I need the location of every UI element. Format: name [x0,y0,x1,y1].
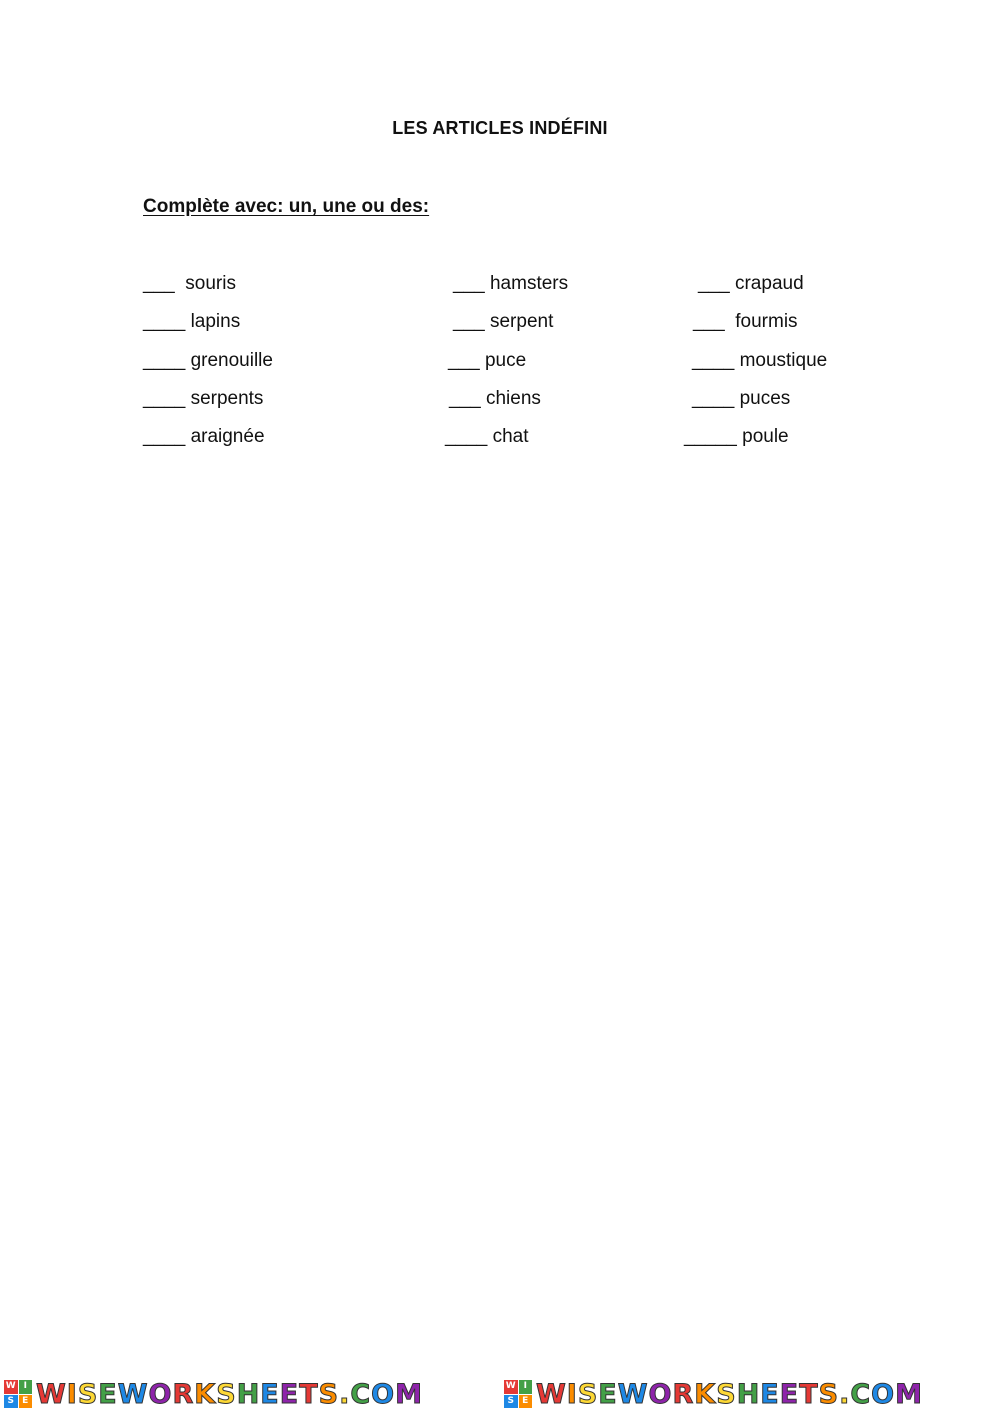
noun-word: serpents [190,388,264,409]
noun-word: araignée [190,426,265,447]
answer-blank[interactable]: ___ [698,273,730,294]
exercise-item [445,426,528,448]
brand-text: WISEWORKSHEETS.COM [36,1378,423,1410]
noun-word: serpent [489,311,554,332]
brand-text: WISEWORKSHEETS.COM [536,1378,923,1410]
logo-square-icon: W I S E [504,1380,532,1408]
exercise-item [692,350,827,372]
exercise-item [143,273,236,295]
footer-watermark [0,1378,1000,1410]
exercise-item [143,426,265,448]
exercise-item [453,273,568,295]
noun-word: puces [739,388,791,409]
noun-word: fourmis [735,311,798,332]
exercise-item [693,311,798,333]
exercise-item [453,311,553,333]
exercise-item [143,311,240,333]
answer-blank[interactable]: ___ [448,350,480,371]
noun-word: chat [492,426,529,447]
noun-word: lapins [190,311,241,332]
exercise-item [692,388,790,410]
brand-logo [0,1378,500,1410]
answer-blank[interactable]: _____ [684,426,737,447]
answer-blank[interactable]: ____ [143,388,186,409]
answer-blank[interactable]: ____ [143,350,186,371]
answer-blank[interactable]: ____ [143,426,186,447]
noun-word: chiens [485,388,541,409]
noun-word: hamsters [489,273,569,294]
noun-word: moustique [739,350,828,371]
exercise-item [448,350,526,372]
exercise-item [684,426,789,448]
spacer [725,311,736,332]
answer-blank[interactable]: ___ [453,273,485,294]
logo-square-icon: W I S E [4,1380,32,1408]
spacer [175,273,186,294]
answer-blank[interactable]: ___ [453,311,485,332]
exercise-item [449,388,541,410]
answer-blank[interactable]: ___ [143,273,175,294]
noun-word: puce [484,350,527,371]
page-title: LES ARTICLES INDÉFINI [392,118,608,138]
brand-logo [500,1378,1000,1410]
instruction: Complète avec: un, une ou des: [143,196,430,217]
exercise-item [698,273,804,295]
answer-blank[interactable]: ____ [143,311,186,332]
noun-word: poule [742,426,789,447]
answer-blank[interactable]: ____ [692,350,735,371]
exercise-item [143,350,273,372]
noun-word: souris [185,273,236,294]
answer-blank[interactable]: ___ [693,311,725,332]
noun-word: grenouille [190,350,273,371]
answer-blank[interactable]: ____ [692,388,735,409]
noun-word: crapaud [734,273,804,294]
exercise-item [143,388,263,410]
answer-blank[interactable]: ____ [445,426,488,447]
answer-blank[interactable]: ___ [449,388,481,409]
